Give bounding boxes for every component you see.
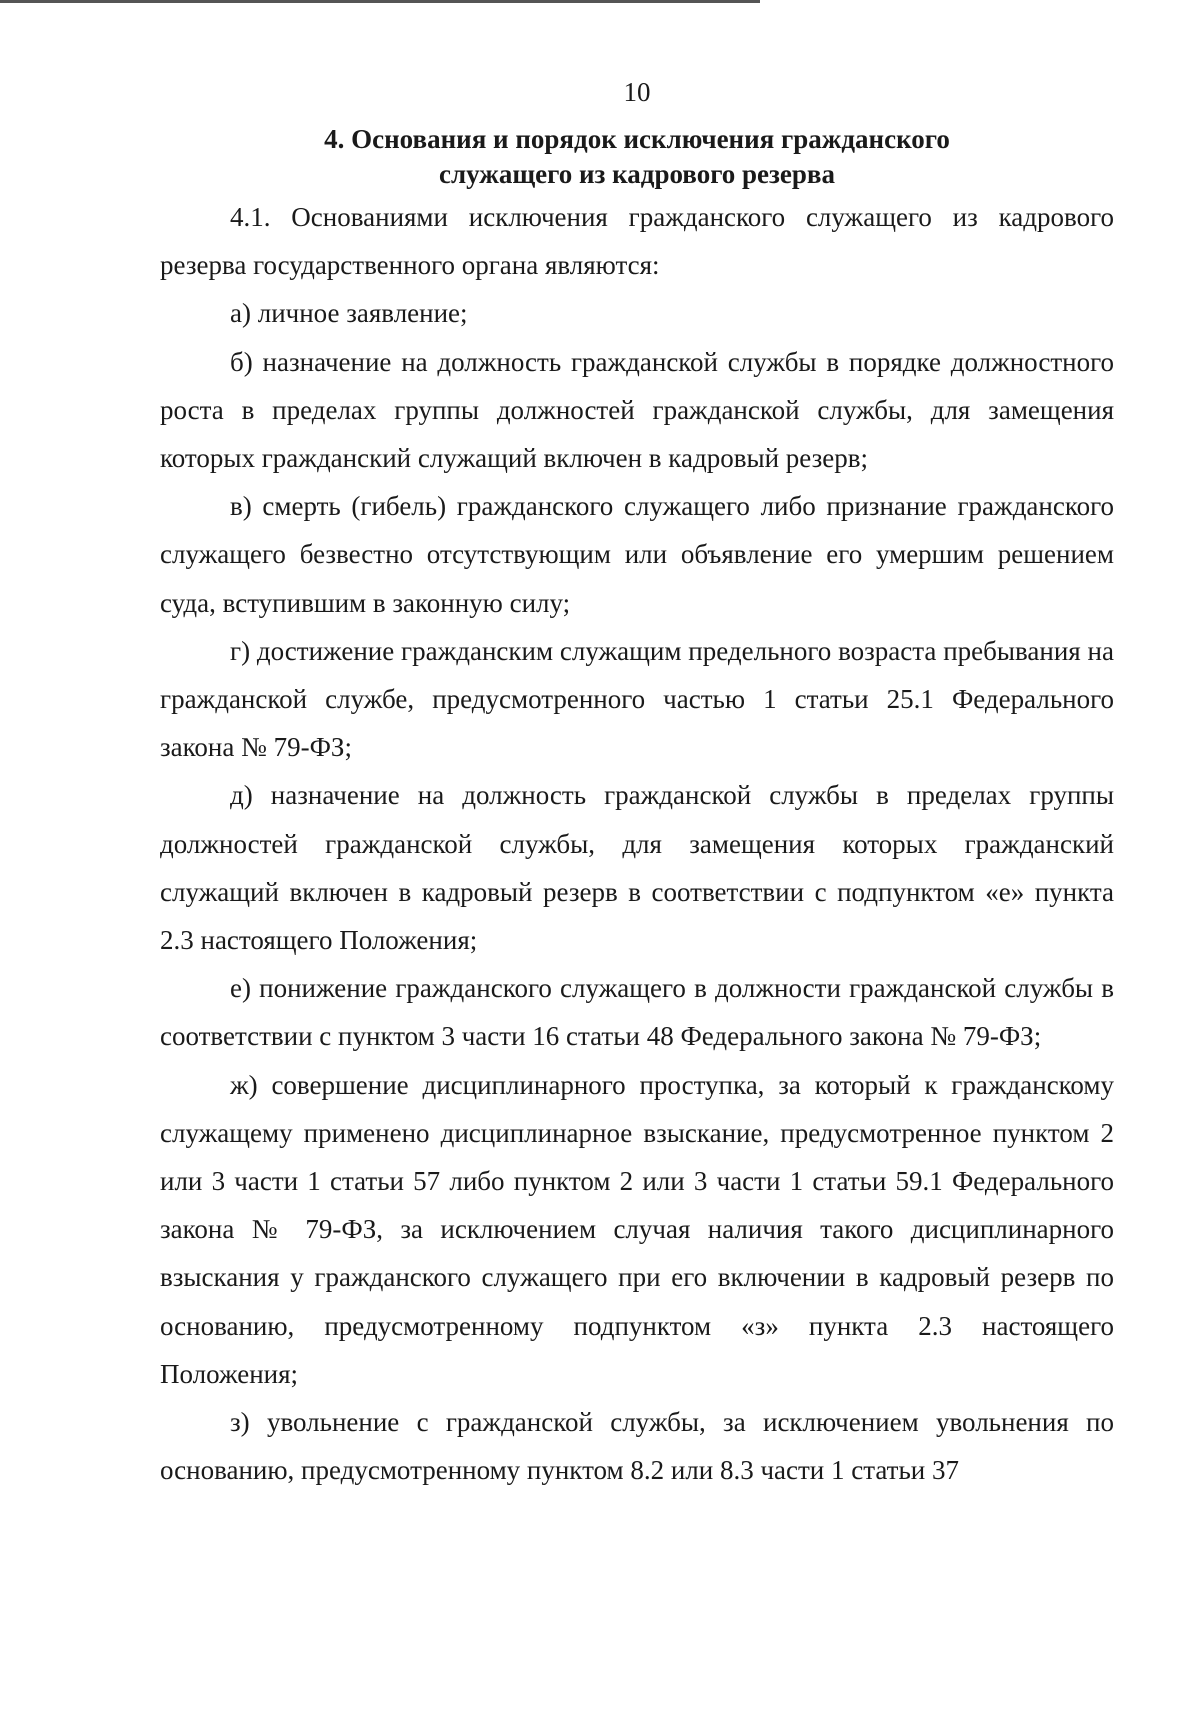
section-heading: [160, 122, 1114, 192]
list-item-v: в) смерть (гибель) гражданского служащего либо признание гражданского служащего безвестно отсутствующим или объявление его умершим решением суда, вступившим в законную силу;: [160, 491, 1114, 618]
list-item-a: а) личное заявление;: [230, 298, 468, 329]
document-body: [160, 193, 1114, 1494]
list-item-z: з) увольнение с гражданской службы, за исключением увольнения по основанию, предусмотренному пунктом 8.2 или 8.3 части 1 статьи 37: [160, 1407, 1114, 1486]
paragraph-4-1: 4.1. Основаниями исключения гражданского служащего из кадрового резерва государственного органа являются:: [160, 202, 1114, 281]
list-item-d: д) назначение на должность гражданской службы в пределах группы должностей гражданской службы, для замещения которых гражданский служащий включен в кадровый резерв в соответствии с подпунктом «е» пункта 2.3 настоящего Положения;: [160, 780, 1114, 956]
list-item-e: е) понижение гражданского служащего в должности гражданской службы в соответствии с пунктом 3 части 16 статьи 48 Федерального закона № 79-ФЗ;: [160, 973, 1114, 1052]
list-item-zh: ж) совершение дисциплинарного проступка, за который к гражданскому служащему применено дисциплинарное взыскание, предусмотренное пунктом 2 или 3 части 1 статьи 57 либо пунктом 2 или 3 части 1 статьи 59.1 Федерального закона № 79-ФЗ, за исключением случая наличия такого дисциплинарного взыскания у гражданского служащего при его включении в кадровый резерв по основанию, предусмотренному подпунктом «з» пункта 2.3 настоящего Положения;: [160, 1069, 1114, 1389]
section-heading-line-2: служащего из кадрового резерва: [439, 159, 835, 189]
list-item-g: г) достижение гражданским служащим предельного возраста пребывания на гражданской службе, предусмотренного частью 1 статьи 25.1 Федерального закона № 79-ФЗ;: [160, 635, 1114, 763]
page-number: 10: [623, 77, 651, 107]
top-edge-rule: [0, 0, 760, 3]
section-heading-line-1: 4. Основания и порядок исключения гражданского: [324, 124, 950, 154]
list-item-b: б) назначение на должность гражданской службы в порядке должностного роста в пределах группы должностей гражданской службы, для замещения которых гражданский служащий включен в кадровый резерв;: [160, 346, 1114, 474]
